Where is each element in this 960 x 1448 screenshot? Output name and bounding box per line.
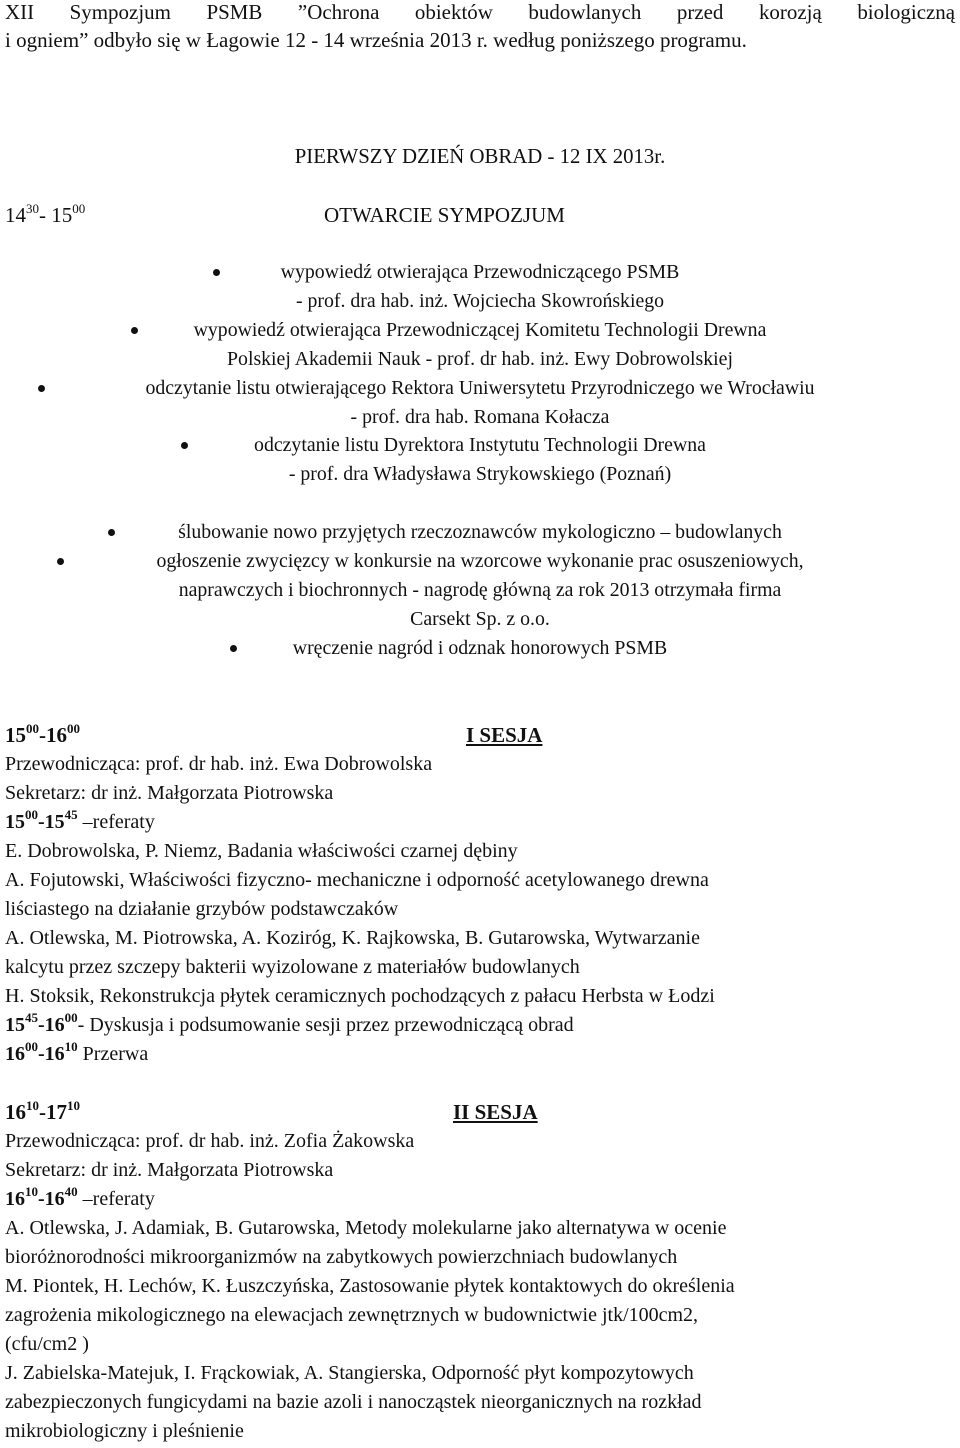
talk-line: bioróżnorodności mikroorganizmów na zabytkowych powierzchniach budowlanych	[5, 1246, 678, 1268]
session-1-discussion: $15^{45}-16^{00}-$ Dyskusja i podsumowanie sesji przez przewodniczącą obrad	[5, 1010, 574, 1036]
session-1-break: $16^{00}-16^{10}$ Przerwa	[5, 1039, 149, 1065]
talk-line: mikrobiologiczny i pleśnienie	[5, 1420, 244, 1442]
session-2-talks-time: $16^{10}-16^{40}$ –referaty	[5, 1184, 155, 1210]
session-2-time: $16^{10}-17^{10}$	[5, 1098, 80, 1124]
list-item: Polskiej Akademii Nauk - prof. dr hab. inż. Ewy Dobrowolskiej	[227, 348, 733, 370]
talk-line: H. Stoksik, Rekonstrukcja płytek ceramicznych pochodzących z pałacu Herbsta w Łodzi	[5, 985, 715, 1007]
talk-line: liściastego na działanie grzybów podstawczaków	[5, 898, 399, 920]
session-1-talks-time: $15^{00}-15^{45}$ –referaty	[5, 807, 155, 833]
talk-line: zabezpieczonych fungicydami na bazie azoli i nanocząstek nieorganicznych na rozkład	[5, 1391, 702, 1413]
list-item: ślubowanie nowo przyjętych rzeczoznawców mykologiczno – budowlanych	[178, 521, 782, 543]
intro-line-2: i ogniem” odbyło się w Łagowie 12 - 14 września 2013 r. według poniższego programu.	[5, 28, 747, 52]
opening-time: $14^{30}-$ $15^{00}$	[5, 201, 86, 227]
session-2-chair: Przewodnicząca: prof. dr hab. inż. Zofia Żakowska	[5, 1130, 415, 1152]
session-2-secretary: Sekretarz: dr inż. Małgorzata Piotrowska	[5, 1159, 334, 1181]
session-1-time: $15^{00}-16^{00}$	[5, 721, 80, 747]
list-item: odczytanie listu otwierającego Rektora Uniwersytetu Przyrodniczego we Wrocławiu	[145, 377, 815, 399]
session-2-title: II SESJA	[453, 1100, 538, 1124]
list-item: - prof. dra Władysława Strykowskiego (Poznań)	[288, 463, 672, 485]
list-item: odczytanie listu Dyrektora Instytutu Technologii Drewna	[254, 434, 706, 456]
list-item: Carsekt Sp. z o.o.	[410, 608, 550, 630]
list-item: wypowiedź otwierająca Przewodniczącego PSMB	[280, 261, 680, 283]
list-item: wypowiedź otwierająca Przewodniczącej Komitetu Technologii Drewna	[193, 319, 767, 341]
list-item: - prof. dra hab. Romana Kołacza	[350, 406, 610, 428]
day-heading: PIERWSZY DZIEŃ OBRAD - 12 IX 2013r.	[294, 144, 666, 168]
talk-line: A. Otlewska, M. Piotrowska, A. Koziróg, K. Rajkowska, B. Gutarowska, Wytwarzanie	[5, 927, 700, 949]
talk-line: A. Otlewska, J. Adamiak, B. Gutarowska, Metody molekularne jako alternatywa w ocenie	[5, 1217, 727, 1239]
session-1-secretary: Sekretarz: dr inż. Małgorzata Piotrowska	[5, 782, 334, 804]
opening-title: OTWARCIE SYMPOZJUM	[324, 203, 565, 227]
talk-line: (cfu/cm2 )	[5, 1333, 89, 1355]
talk-line: M. Piontek, H. Lechów, K. Łuszczyńska, Zastosowanie płytek kontaktowych do określenia	[5, 1275, 735, 1297]
talk-line: kalcytu przez szczepy bakterii wyizolowane z materiałów budowlanych	[5, 956, 580, 978]
list-item: naprawczych i biochronnych - nagrodę główną za rok 2013 otrzymała firma	[178, 579, 782, 601]
talk-line: A. Fojutowski, Właściwości fizyczno- mechaniczne i odporność acetylowanego drewna	[5, 869, 709, 891]
list-item: - prof. dra hab. inż. Wojciecha Skowrońskiego	[295, 290, 665, 312]
list-item: ogłoszenie zwycięzcy w konkursie na wzorcowe wykonanie prac osuszeniowych,	[156, 550, 804, 572]
session-1-chair: Przewodnicząca: prof. dr hab. inż. Ewa Dobrowolska	[5, 753, 433, 775]
talk-line: E. Dobrowolska, P. Niemz, Badania właściwości czarnej dębiny	[5, 840, 518, 862]
talk-line: zagrożenia mikologicznego na elewacjach zewnętrznych w budownictwie jtk/100cm2,	[5, 1304, 699, 1326]
session-1-title: I SESJA	[466, 723, 543, 747]
intro-line-1: XII Sympozjum PSMB ”Ochrona obiektów budowlanych przed korozją biologiczną	[5, 0, 956, 24]
talk-line: J. Zabielska-Matejuk, I. Frąckowiak, A. Stangierska, Odporność płyt kompozytowych	[5, 1362, 694, 1384]
list-item: wręczenie nagród i odznak honorowych PSMB	[292, 637, 668, 659]
